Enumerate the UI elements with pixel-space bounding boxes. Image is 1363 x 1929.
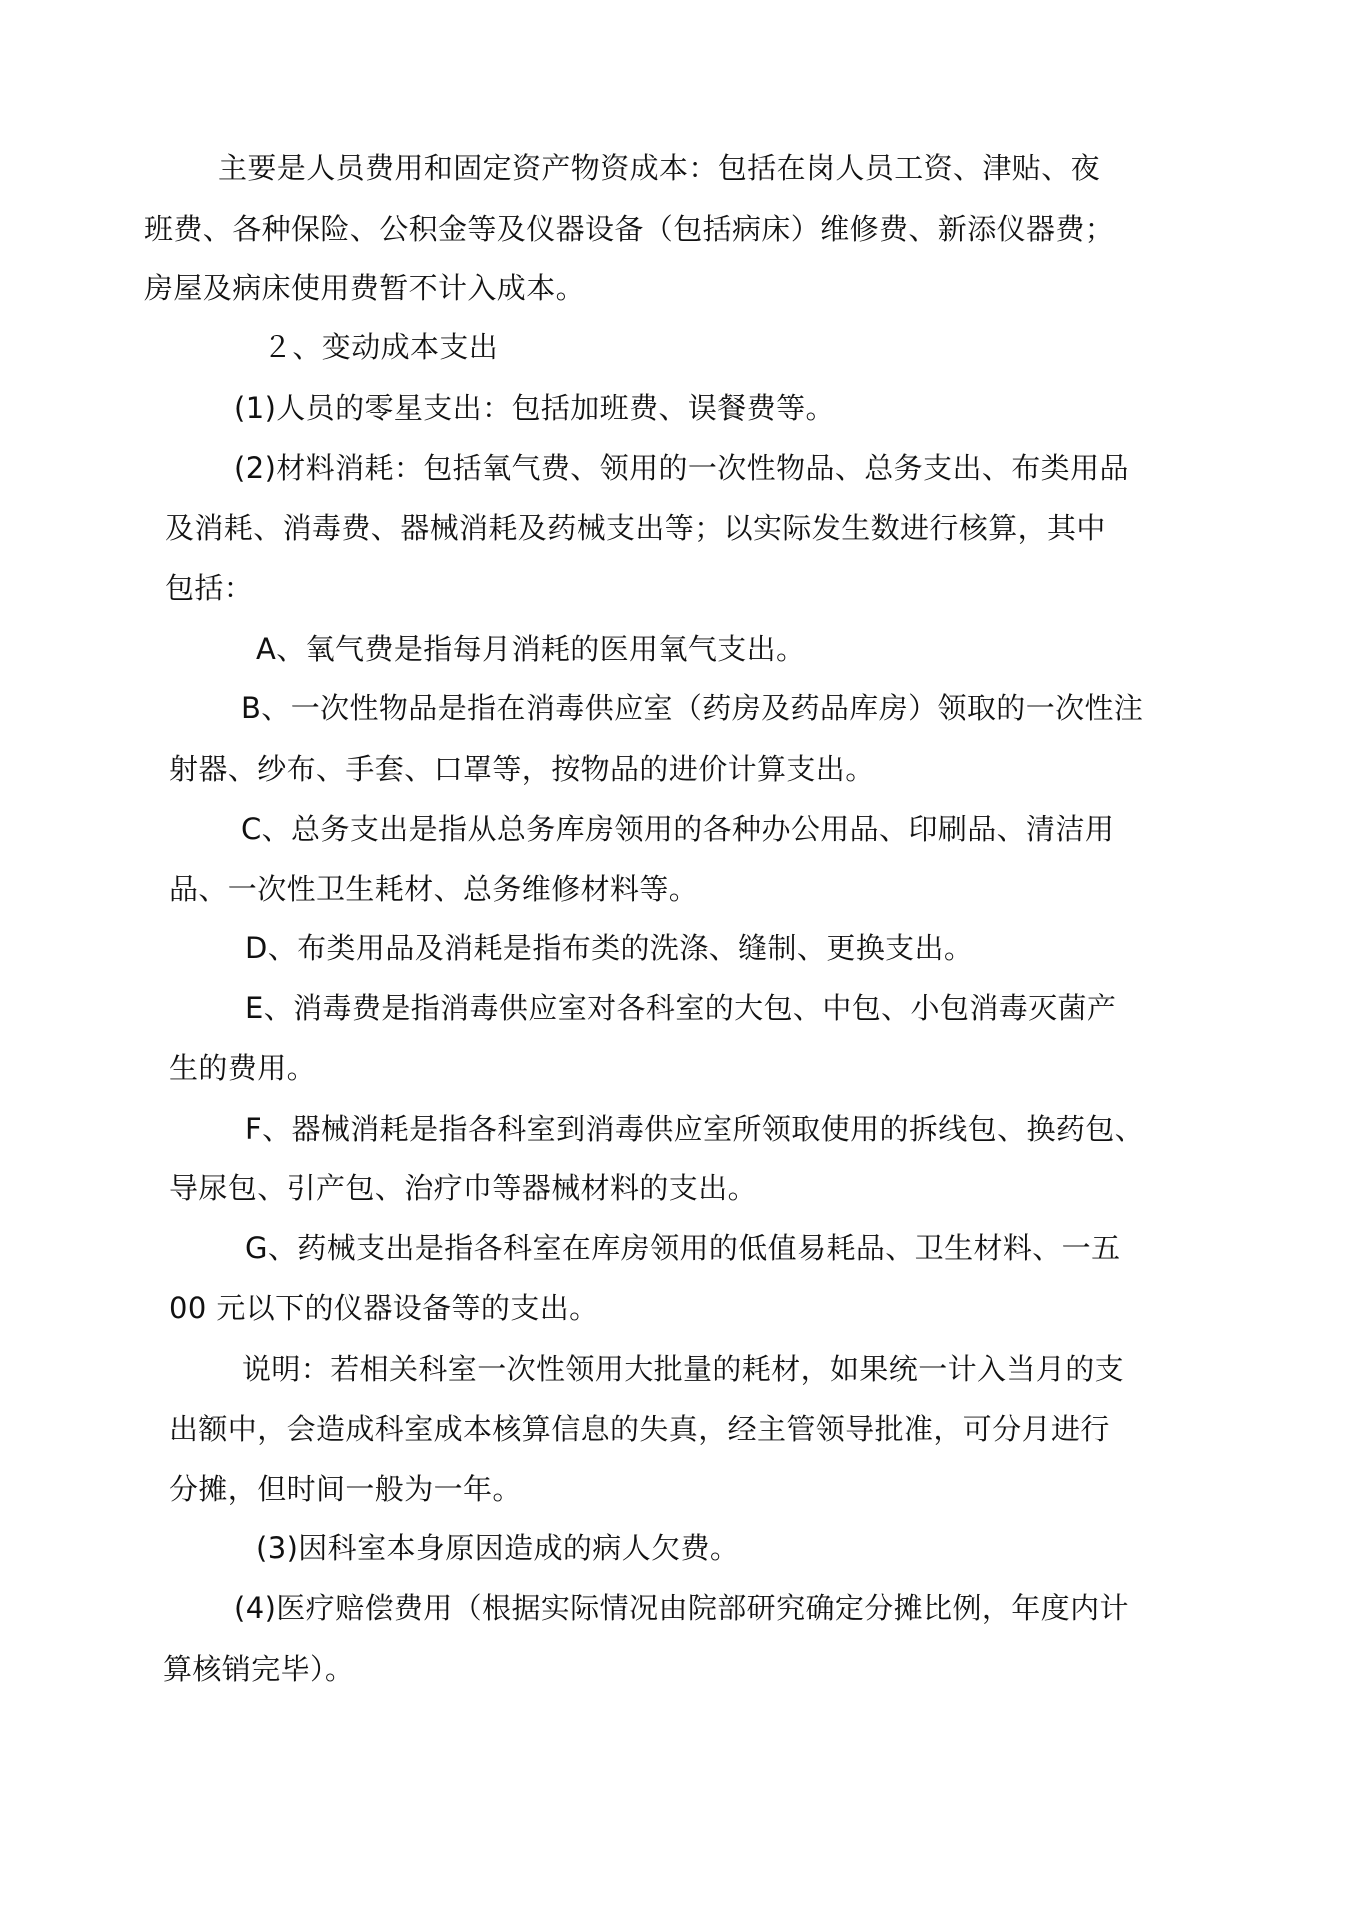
text-line-11: 射器、纱布、手套、口罩等，按物品的进价计算支出。 [169,752,875,786]
text-line-22: 出额中，会造成科室成本核算信息的失真，经主管领导批准，可分月进行 [169,1412,1110,1446]
text-line-25: (4)医疗赔偿费用（根据实际情况由院部研究确定分摊比例，年度内计 [234,1591,1129,1625]
text-line-3: 房屋及病床使用费暂不计入成本。 [144,271,586,305]
text-line-9: A、氧气费是指每月消耗的医用氧气支出。 [256,632,806,666]
section-heading-variable-cost: ２、变动成本支出 [263,330,499,364]
text-line-14: D、布类用品及消耗是指布类的洗涤、缝制、更换支出。 [245,931,974,965]
text-line-19: G、药械支出是指各科室在库房领用的低值易耗品、卫生材料、一五 [245,1231,1121,1265]
text-line-10: B、一次性物品是指在消毒供应室（药房及药品库房）领取的一次性注 [241,691,1144,725]
text-line-15: E、消毒费是指消毒供应室对各科室的大包、中包、小包消毒灭菌产 [245,991,1117,1025]
text-line-16: 生的费用。 [169,1051,317,1085]
text-line-23: 分摊，但时间一般为一年。 [169,1472,522,1506]
text-line-6: (2)材料消耗：包括氧气费、领用的一次性物品、总务支出、布类用品 [234,451,1129,485]
text-line-21: 说明：若相关科室一次性领用大批量的耗材，如果统一计入当月的支 [242,1352,1125,1386]
text-line-13: 品、一次性卫生耗材、总务维修材料等。 [169,872,699,906]
text-line-24: (3)因科室本身原因造成的病人欠费。 [256,1531,740,1565]
text-line-8: 包括： [165,571,254,605]
text-line-7: 及消耗、消毒费、器械消耗及药械支出等；以实际发生数进行核算，其中 [165,511,1106,545]
text-line-26: 算核销完毕）。 [163,1652,355,1686]
text-line-5: (1)人员的零星支出：包括加班费、误餐费等。 [234,391,835,425]
text-line-1: 主要是人员费用和固定资产物资成本：包括在岗人员工资、津贴、夜 [218,151,1101,185]
text-line-17: F、器械消耗是指各科室到消毒供应室所领取使用的拆线包、换药包、 [245,1112,1145,1146]
text-line-12: C、总务支出是指从总务库房领用的各种办公用品、印刷品、清洁用 [241,812,1115,846]
text-line-18: 导尿包、引产包、治疗巾等器械材料的支出。 [169,1171,758,1205]
text-line-20: 00 元以下的仪器设备等的支出。 [169,1291,599,1325]
text-line-2: 班费、各种保险、公积金等及仪器设备（包括病床）维修费、新添仪器费； [144,212,1115,246]
